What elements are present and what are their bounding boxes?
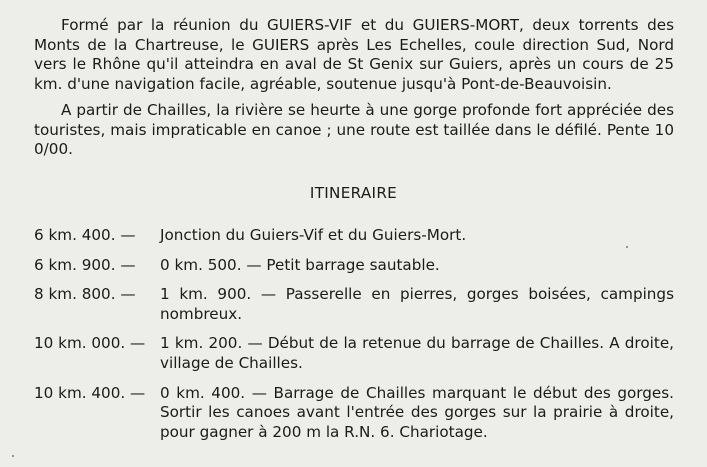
itinerary-entry <box>34 384 674 443</box>
itinerary-entry <box>34 256 674 276</box>
itinerary-entry-km: 10 km. 000. — <box>34 334 146 353</box>
paper-speck <box>12 455 14 457</box>
itinerary-entry-text: 1 km. 200. — Début de la retenue du barrage de Chailles. A droite, village de Chailles. <box>160 334 674 372</box>
itinerary-entry-text: Jonction du Guiers-Vif et du Guiers-Mort. <box>160 226 467 244</box>
itinerary-entry-text: 0 km. 500. — Petit barrage sautable. <box>160 255 440 274</box>
itinerary-entry-text: 0 km. 400. — Barrage de Chailles marquant le début des gorges. Sortir les canoes avant l'entrée des gorges sur la prairie à droite, pour gagner à 200 m la R.N. 6. Chariotage. <box>160 383 674 441</box>
itinerary-list <box>34 226 674 452</box>
itinerary-entry <box>34 226 674 246</box>
intro-paragraph-2: A partir de Chailles, la rivière se heurte à une gorge profonde fort appréciée des touristes, mais impraticable en canoe ; une route est taillée dans le défilé. Pente 10 0/00. <box>34 101 674 159</box>
itinerary-entry <box>34 285 674 324</box>
itinerary-title: ITINERAIRE <box>309 184 398 202</box>
itinerary-entry-km: 8 km. 800. — <box>34 285 136 304</box>
paper-speck <box>626 246 628 248</box>
itinerary-entry <box>34 334 674 373</box>
itinerary-entry-km: 6 km. 400. — <box>34 226 136 244</box>
itinerary-entry-km: 6 km. 900. — <box>34 255 136 274</box>
intro-paragraph-1: Formé par la réunion du GUIERS-VIF et du GUIERS-MORT, deux torrents des Monts de la Chartreuse, le GUIERS après Les Echelles, coule direction Sud, Nord vers le Rhône qu'il atteindra en aval de St Genix sur Guiers, après un cours de 25 km. d'une navigation facile, agréable, soutenue jusqu'à Pont-de-Beauvoisin. <box>34 16 674 93</box>
itinerary-entry-text: 1 km. 900. — Passerelle en pierres, gorges boisées, campings nombreux. <box>160 285 674 323</box>
itinerary-entry-km: 10 km. 400. — <box>34 383 146 402</box>
